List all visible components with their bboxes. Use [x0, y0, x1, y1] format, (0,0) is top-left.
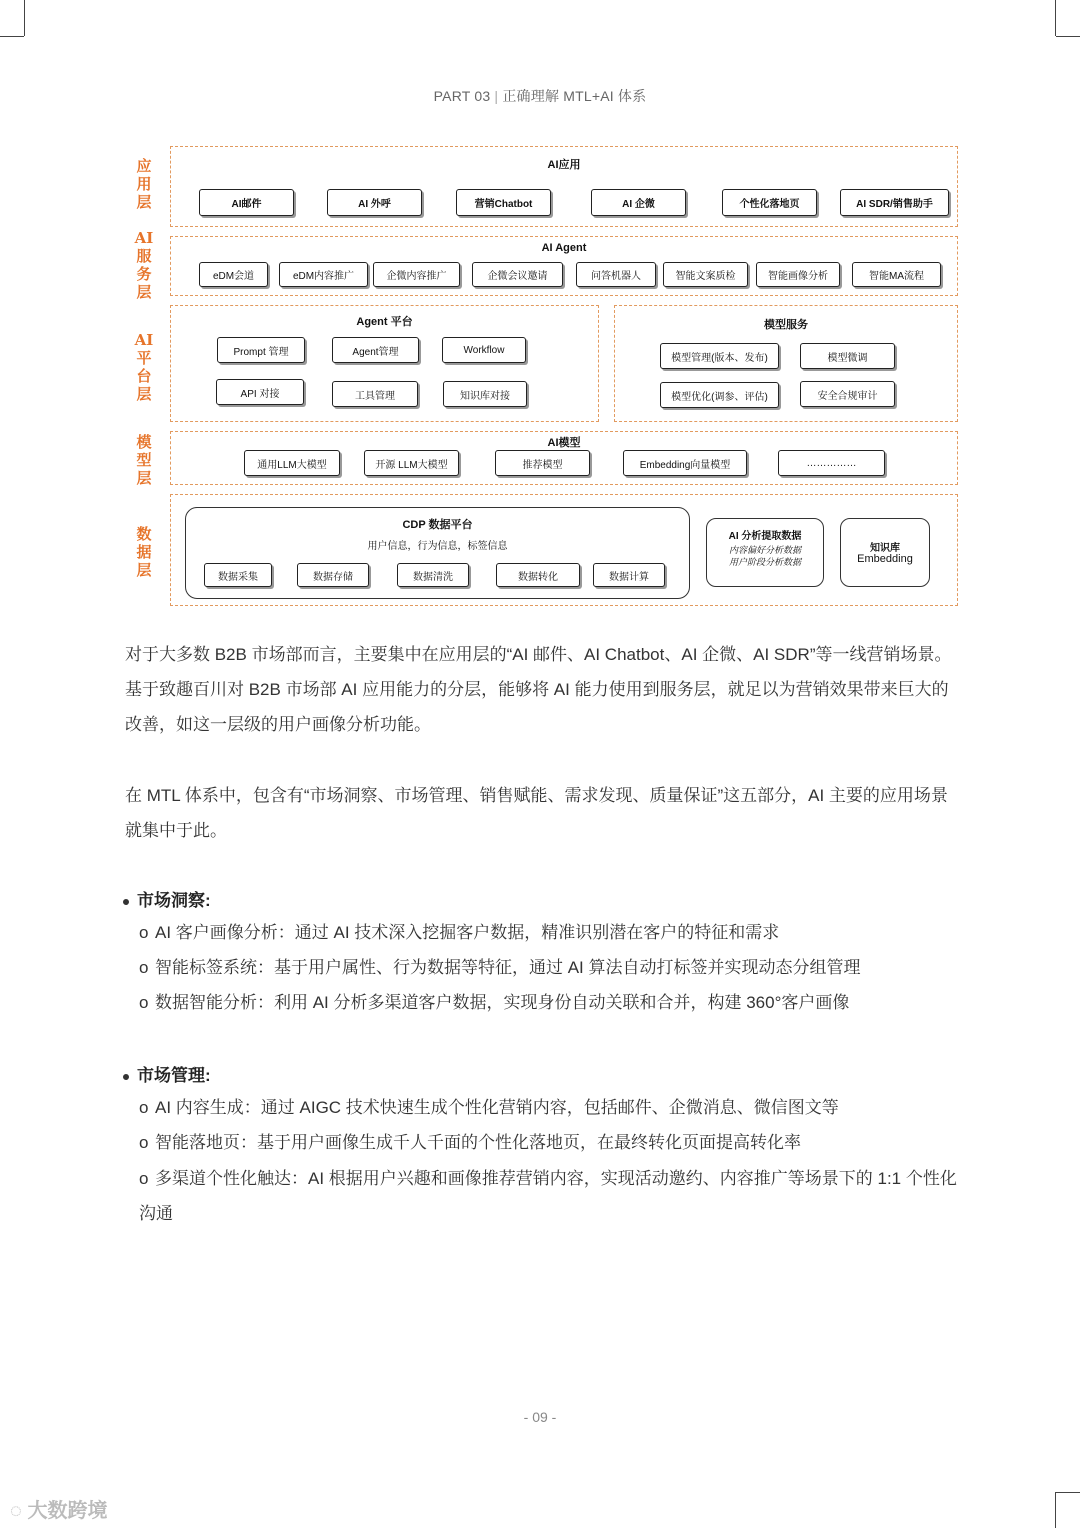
model-service-item: 安全合规审计 [800, 381, 895, 407]
list-item [139, 915, 959, 950]
crop-mark [24, 0, 25, 36]
paragraph-mtl: 在 MTL 体系中，包含有“市场洞察、市场管理、销售赋能、需求发现、质量保证”这五部分，AI 主要的应用场景就集中于此。 [125, 786, 948, 840]
crop-mark [1056, 36, 1080, 37]
bullet-o-icon: o [139, 958, 149, 977]
service-item: eDM会道 [199, 262, 268, 287]
bullet-dot-icon [123, 1074, 129, 1080]
layer-label-model: 模 型 层 [136, 433, 152, 487]
layer-label-data: 数 据 层 [136, 525, 152, 579]
list-item-text: 智能落地页：基于用户画像生成千人千面的个性化落地页，在最终转化页面提高转化率 [155, 1133, 801, 1152]
service-item: eDM内容推广 [279, 262, 368, 287]
section-market-management [123, 1061, 211, 1086]
cdp-subtitle: 用户信息，行为信息，标签信息 [367, 541, 508, 552]
model-service-item: 模型微调 [800, 343, 895, 369]
list-item-text: 数据智能分析：利用 AI 分析多渠道客户数据，实现身份自动关联和合并，构建 360°客户画像 [155, 993, 850, 1012]
bullet-o-icon: o [139, 1133, 149, 1152]
app-item: 营销Chatbot [456, 189, 551, 216]
bullet-o-icon: o [139, 993, 149, 1012]
page-header: PART 03 | 正确理解 MTL+AI 体系 [433, 88, 647, 104]
model-layer-band [170, 431, 958, 485]
watermark-text: 大数跨境 [27, 1500, 108, 1522]
model-service-title: 模型服务 [764, 319, 808, 331]
watermark-logo [10, 1494, 107, 1523]
service-item: 企微会议邀请 [472, 262, 563, 287]
section-market-insight [123, 886, 211, 911]
model-service-item: 模型管理(版本、发布) [660, 343, 779, 369]
agent-platform-item: 工具管理 [332, 381, 418, 407]
layer-label-app: 应 用 层 [136, 157, 152, 211]
service-item: 智能画像分析 [756, 262, 840, 287]
bullet-dot-icon [123, 899, 129, 905]
model-layer-title: AI模型 [547, 437, 581, 449]
cdp-item: 数据计算 [593, 563, 665, 587]
model-item: 推荐模型 [495, 450, 590, 476]
agent-platform-item: Agent管理 [332, 337, 419, 363]
list-item-text: AI 内容生成：通过 AIGC 技术快速生成个性化营销内容，包括邮件、企微消息、微信图文等 [155, 1098, 839, 1117]
app-item: AI 企微 [591, 189, 686, 216]
bullet-o-icon: o [139, 923, 149, 942]
paragraph-intro: 对于大多数 B2B 市场部而言，主要集中在应用层的“AI 邮件、AI Chatbot、AI 企微、AI SDR”等一线营销场景。基于致趣百川对 B2B 市场部 AI 应用能力的分层，能够将 AI 能力使用到服务层，就足以为营销效果带来巨大的改善，如这一层级的用户画像分析功能。 [125, 645, 952, 734]
agent-platform-item: Prompt 管理 [217, 337, 305, 363]
agent-platform-item: Workflow [442, 337, 526, 363]
page-number: - 09 - [523, 1409, 557, 1425]
watermark-icon: ◌ [10, 1500, 22, 1522]
cdp-item: 数据采集 [204, 563, 272, 587]
app-item: AI 外呼 [327, 189, 422, 216]
crop-mark [1055, 1492, 1056, 1528]
section-heading: 市场管理: [137, 1066, 211, 1085]
agent-platform-panel [170, 305, 599, 422]
crop-mark [1055, 0, 1056, 36]
list-item [139, 950, 959, 985]
cdp-item: 数据清洗 [397, 563, 469, 587]
list-item [139, 985, 959, 1020]
model-item: 开源 LLM大模型 [364, 450, 459, 476]
ai-analysis-line: 用户阶段分析数据 [728, 557, 801, 567]
architecture-diagram [125, 143, 960, 608]
cdp-title: CDP 数据平台 [402, 519, 473, 531]
layer-label-platform: AI 平 台 层 [134, 331, 154, 403]
ai-analysis-box [706, 518, 824, 587]
ai-analysis-line: 内容偏好分析数据 [728, 545, 801, 555]
crop-mark [1056, 1492, 1080, 1493]
cdp-item: 数据存储 [297, 563, 369, 587]
model-item: 通用LLM大模型 [244, 450, 340, 476]
list-item [139, 1090, 959, 1125]
agent-platform-item: API 对接 [216, 379, 304, 405]
app-layer-title: AI应用 [547, 159, 581, 171]
service-item: 智能文案质检 [663, 262, 748, 287]
knowledge-base-title: 知识库 [870, 543, 900, 554]
model-service-item: 模型优化(调参、评估) [660, 382, 779, 408]
agent-platform-title: Agent 平台 [356, 316, 413, 328]
model-service-panel [614, 305, 958, 422]
agent-platform-item: 知识库对接 [443, 381, 527, 407]
header-part: PART 03 [433, 88, 491, 104]
service-layer-title: AI Agent [541, 242, 587, 254]
app-item: AI邮件 [199, 189, 294, 216]
layer-label-service: AI 服 务 层 [134, 229, 154, 301]
cdp-item: 数据转化 [496, 563, 580, 587]
bullet-o-icon: o [139, 1169, 149, 1188]
app-item: AI SDR/销售助手 [840, 189, 949, 216]
cdp-platform-box [185, 507, 690, 599]
knowledge-base-box [840, 518, 930, 587]
list-item-text: 多渠道个性化触达：AI 根据用户兴趣和画像推荐营销内容，实现活动邀约、内容推广等场景下的 1:1 个性化沟通 [139, 1169, 957, 1223]
header-title: 正确理解 MTL+AI 体系 [502, 88, 647, 104]
section-heading: 市场洞察: [137, 891, 211, 910]
ai-analysis-title: AI 分析提取数据 [728, 531, 802, 542]
list-item [139, 1125, 959, 1160]
service-item: 智能MA流程 [852, 262, 941, 287]
app-item: 个性化落地页 [722, 189, 817, 216]
model-item: Embedding向量模型 [623, 450, 747, 476]
service-layer-band [170, 236, 958, 296]
knowledge-base-sub: Embedding [857, 553, 913, 565]
crop-mark [0, 36, 24, 37]
bullet-o-icon: o [139, 1098, 149, 1117]
service-item: 问答机器人 [576, 262, 656, 287]
model-item: …………… [778, 450, 885, 476]
app-layer-band [170, 146, 958, 227]
list-item-text: AI 客户画像分析：通过 AI 技术深入挖掘客户数据，精准识别潜在客户的特征和需求 [155, 923, 780, 942]
list-item-text: 智能标签系统：基于用户属性、行为数据等特征，通过 AI 算法自动打标签并实现动态分组管理 [155, 958, 861, 977]
service-item: 企微内容推广 [373, 262, 460, 287]
data-layer-band [170, 494, 958, 606]
list-item [139, 1161, 959, 1231]
